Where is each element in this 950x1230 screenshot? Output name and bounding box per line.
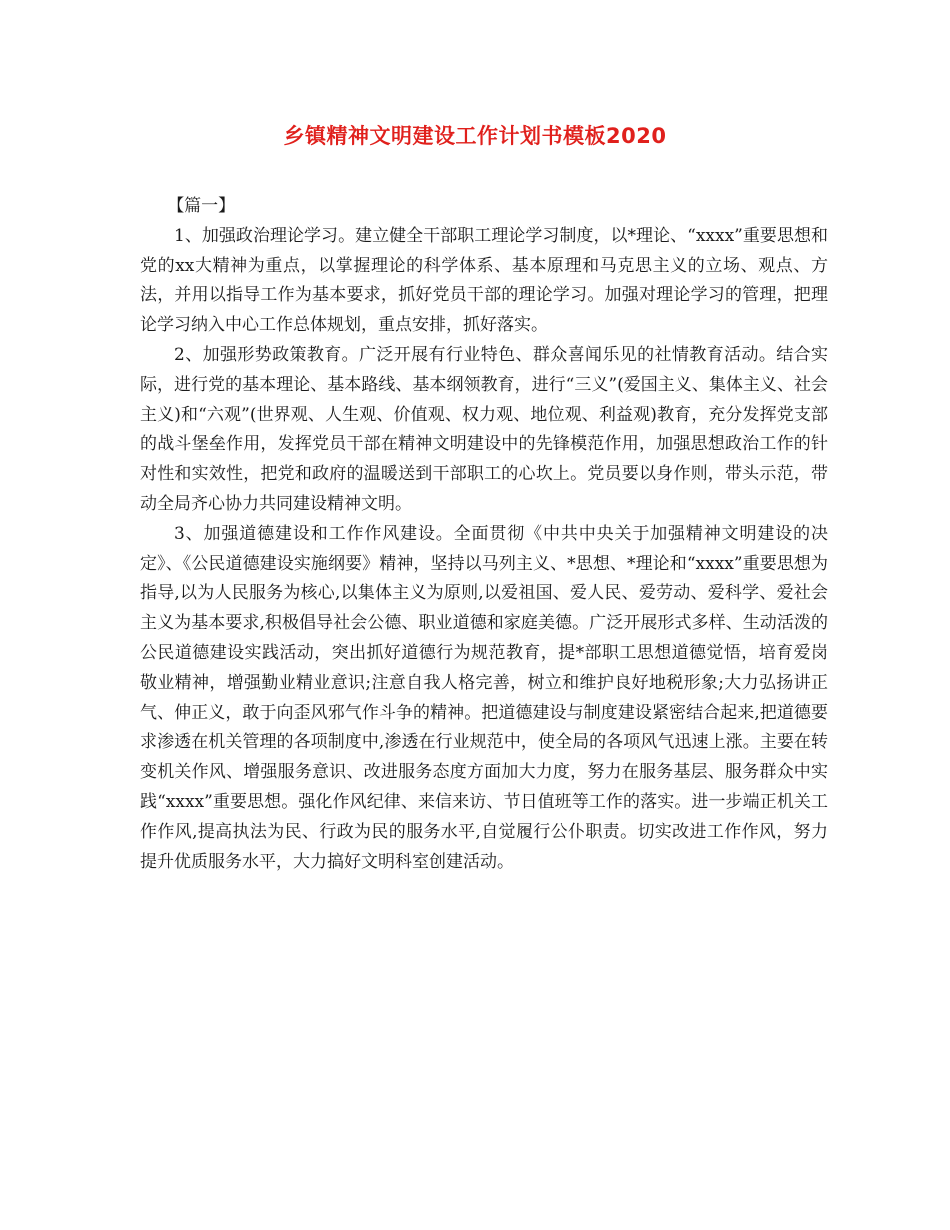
document-body xyxy=(140,192,828,877)
paragraph-3: 3、加强道德建设和工作作风建设。全面贯彻《中共中央关于加强精神文明建设的决定》、《公民道德建设实施纲要》精神，坚持以马列主义、*思想、*理论和“xxxx”重要思想为指导,以为人民服务为核心,以集体主义为原则,以爱祖国、爱人民、爱劳动、爱科学、爱社会主义为基本要求,积极倡导社会公德、职业道德和家庭美德。广泛开展形式多样、生动活泼的公民道德建设实践活动，突出抓好道德行为规范教育，提*部职工思想道德觉悟，培育爱岗敬业精神，增强勤业精业意识;注意自我人格完善，树立和维护良好地税形象;大力弘扬讲正气、伸正义，敢于向歪风邪气作斗争的精神。把道德建设与制度建设紧密结合起来,把道德要求渗透在机关管理的各项制度中,渗透在行业规范中，使全局的各项风气迅速上涨。主要在转变机关作风、增强服务意识、改进服务态度方面加大力度，努力在服务基层、服务群众中实践“xxxx”重要思想。强化作风纪律、来信来访、节日值班等工作的落实。进一步端正机关工作作风,提高执法为民、行政为民的服务水平,自觉履行公仆职责。切实改进工作作风，努力提升优质服务水平，大力搞好文明科室创建活动。 xyxy=(140,523,828,872)
document-title: 乡镇精神文明建设工作计划书模板2020 xyxy=(283,124,667,148)
paragraph-2: 2、加强形势政策教育。广泛开展有行业特色、群众喜闻乐见的社情教育活动。结合实际，进行党的基本理论、基本路线、基本纲领教育，进行“三义”(爱国主义、集体主义、社会主义)和“六观”(世界观、人生观、价值观、权力观、地位观、利益观)教育，充分发挥党支部的战斗堡垒作用，发挥党员干部在精神文明建设中的先锋模范作用，加强思想政治工作的针对性和实效性，把党和政府的温暖送到干部职工的心坎上。党员要以身作则，带头示范，带动全局齐心协力共同建设精神文明。 xyxy=(140,344,828,514)
paragraph-1: 1、加强政治理论学习。建立健全干部职工理论学习制度，以*理论、“xxxx”重要思想和党的xx大精神为重点，以掌握理论的科学体系、基本原理和马克思主义的立场、观点、方法，并用以指导工作为基本要求，抓好党员干部的理论学习。加强对理论学习的管理，把理论学习纳入中心工作总体规划，重点安排，抓好落实。 xyxy=(140,225,828,336)
section-label: 【篇一】 xyxy=(167,196,236,216)
